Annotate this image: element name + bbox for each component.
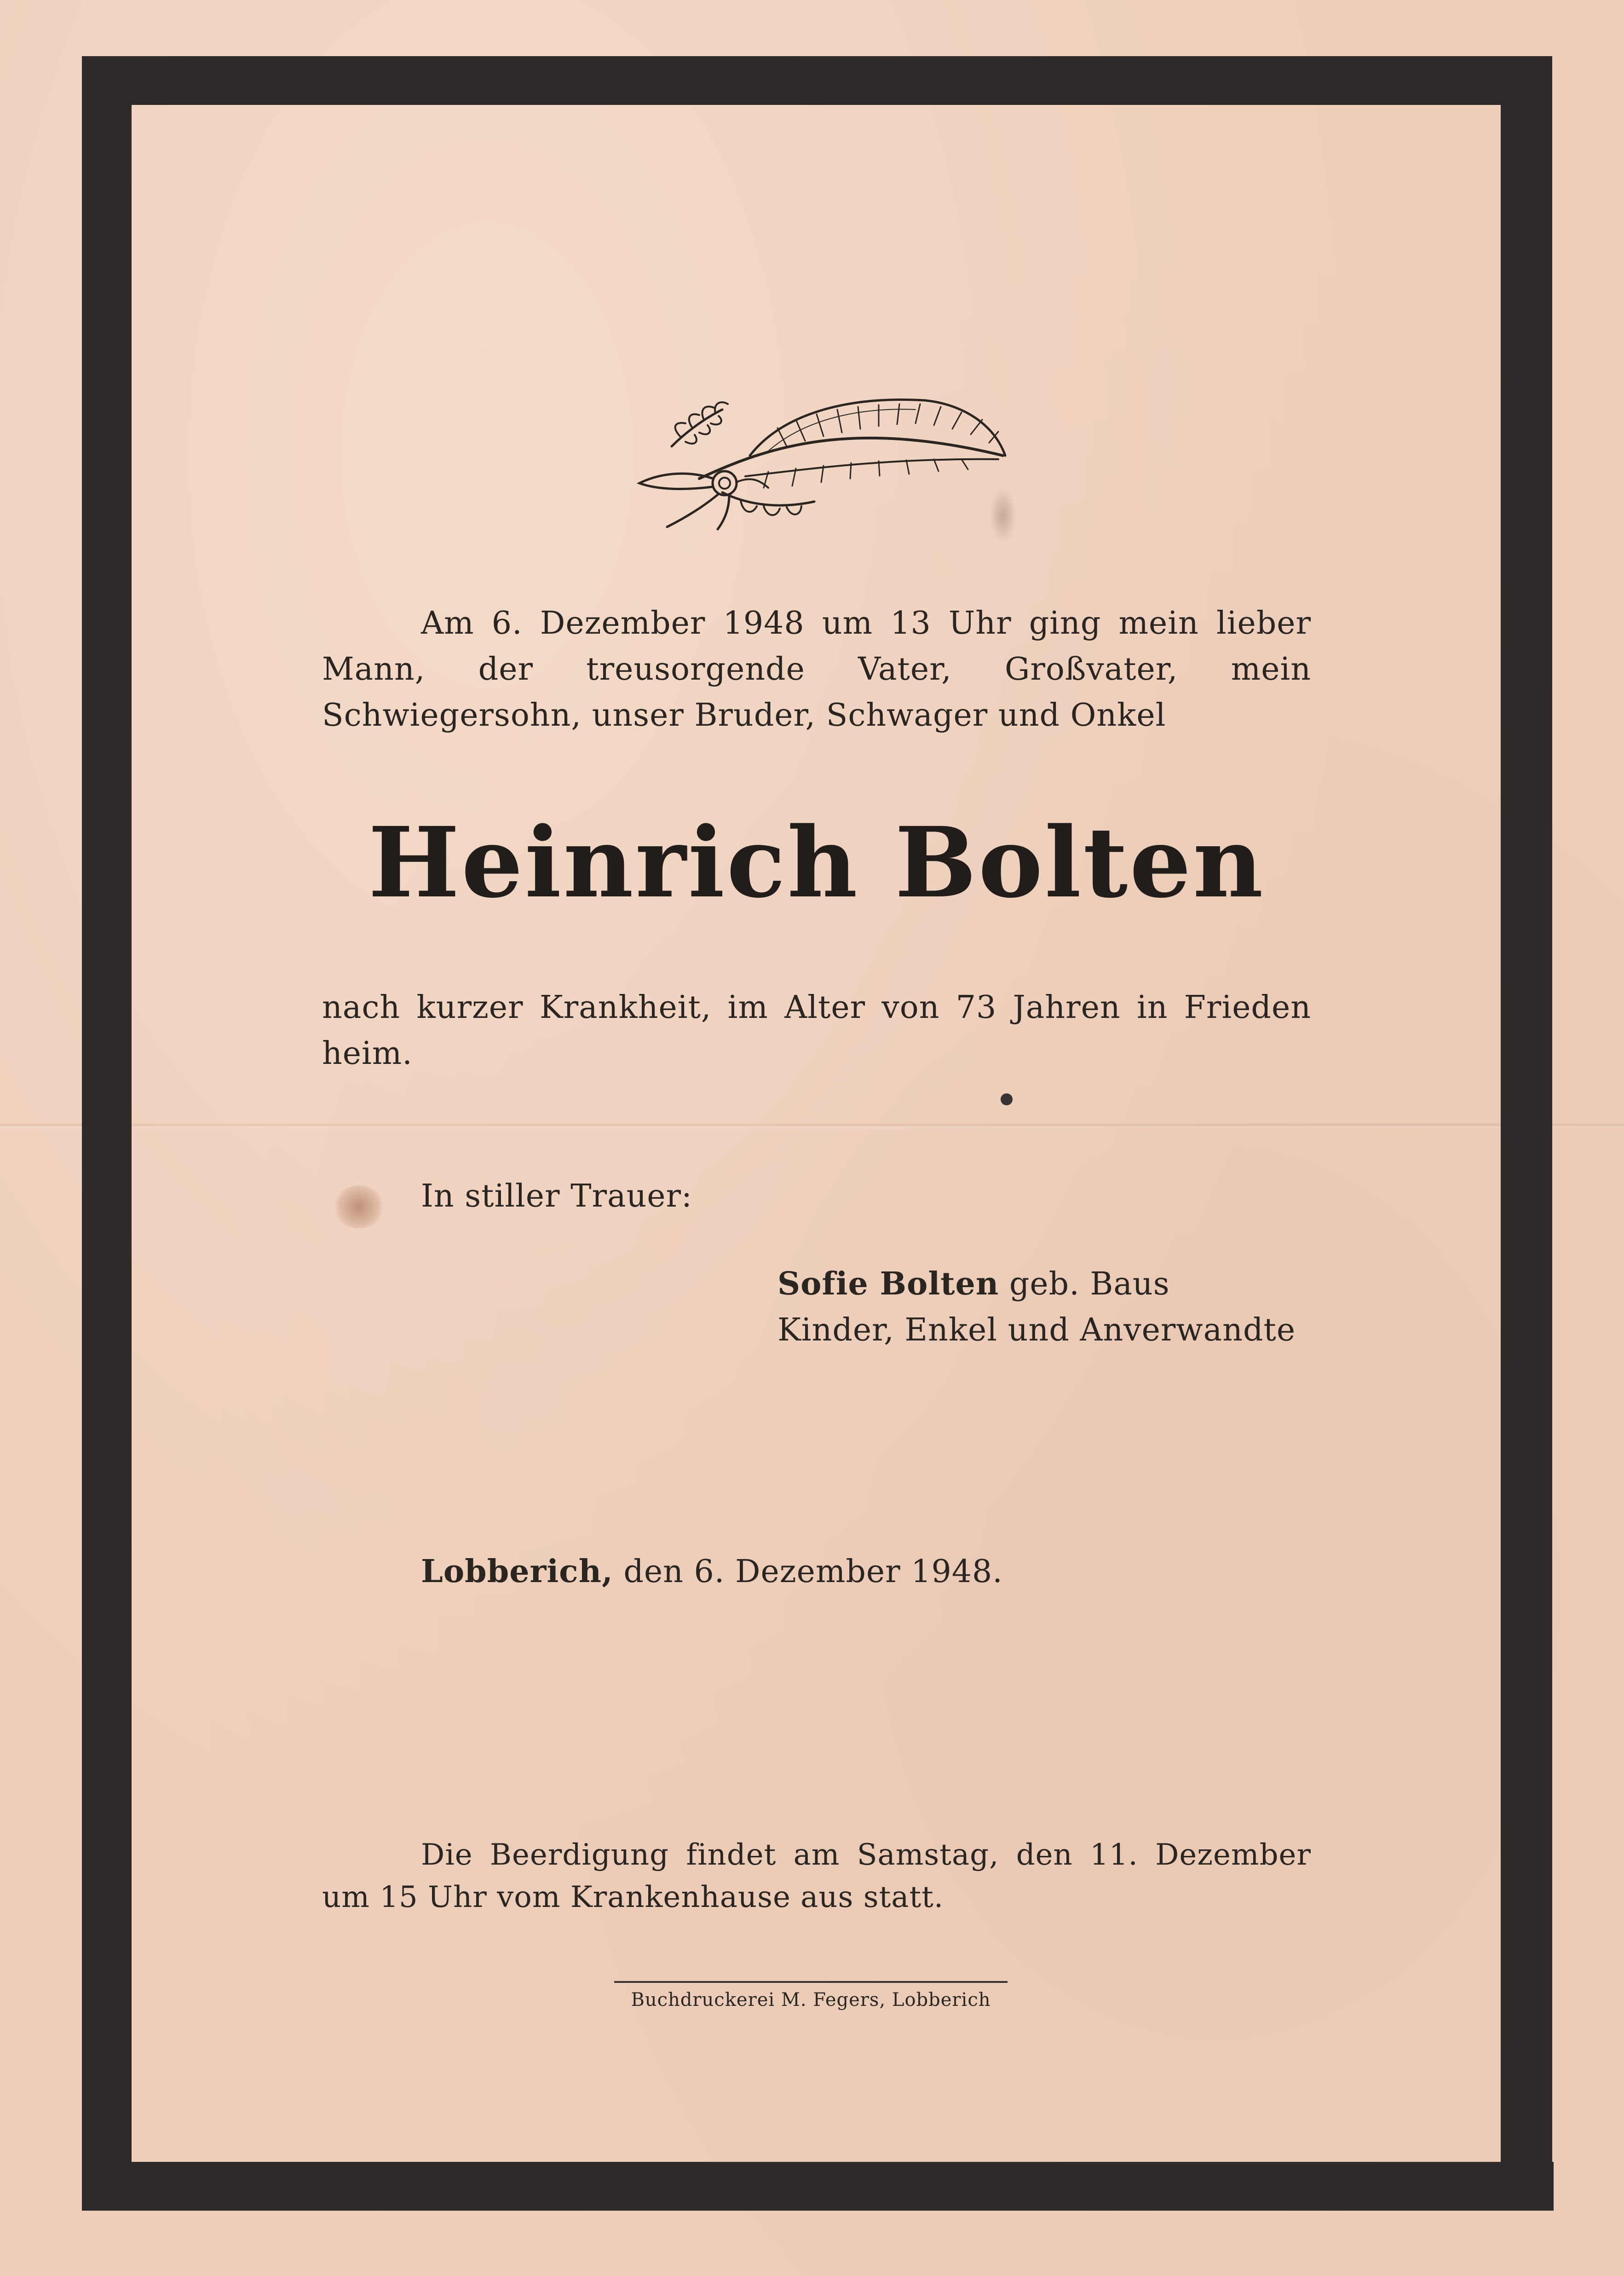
paper-fold-line bbox=[0, 1123, 1624, 1129]
deceased-name: Heinrich Bolten bbox=[368, 806, 1265, 919]
mourning-border-right bbox=[1501, 56, 1552, 2211]
printer-divider bbox=[614, 1981, 1008, 1983]
mourners-block bbox=[777, 1261, 1376, 1353]
mourners-line bbox=[777, 1261, 1376, 1307]
family-line: Kinder, Enkel und Anverwandte bbox=[777, 1312, 1296, 1348]
printer-imprint: Buchdruckerei M. Fegers, Lobberich bbox=[631, 1989, 991, 2010]
death-statement: nach kurzer Krankheit, im Alter von 73 Jahren in Frieden heim. bbox=[322, 989, 1311, 1072]
mourning-border-left bbox=[82, 56, 132, 2211]
feather-wreath-ornament-icon bbox=[630, 377, 1017, 534]
announcement-intro: Am 6. Dezember 1948 um 13 Uhr ging mein lieber Mann, der treusorgende Vater, Großvater, mein Schwiegersohn, unser Bruder, Schwager und Onkel bbox=[322, 605, 1311, 734]
mourning-border-top bbox=[82, 56, 1552, 105]
mourning-line: In stiller Trauer: bbox=[421, 1178, 692, 1214]
mourning-border-bottom bbox=[84, 2162, 1554, 2211]
ink-dot bbox=[1001, 1093, 1013, 1105]
place-name: Lobberich, bbox=[421, 1553, 613, 1590]
widow-name: Sofie Bolten bbox=[777, 1265, 999, 1302]
paper-stain bbox=[334, 1185, 384, 1229]
widow-maiden-name: geb. Baus bbox=[1009, 1266, 1170, 1302]
place-date-line bbox=[421, 1548, 1157, 1595]
funeral-notice: Die Beerdigung findet am Samstag, den 11. Dezember um 15 Uhr vom Krankenhause aus statt. bbox=[322, 1838, 1311, 1914]
notice-date: den 6. Dezember 1948. bbox=[623, 1554, 1003, 1590]
